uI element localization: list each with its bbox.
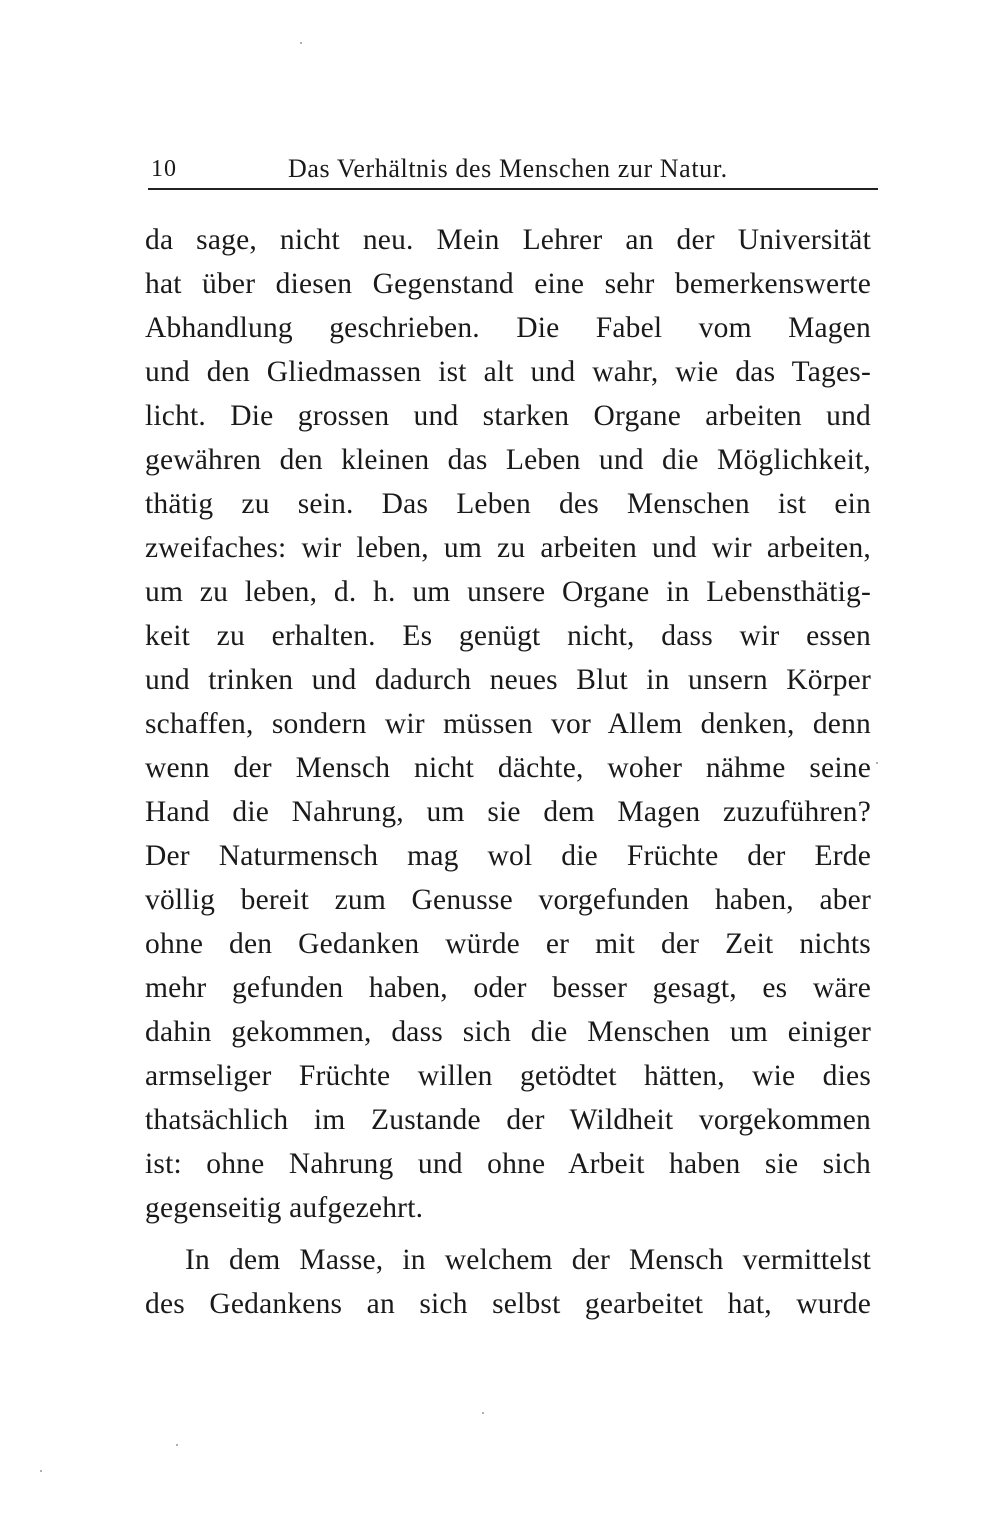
text-line: armseliger Früchte willen getödtet hätten, wie dies: [145, 1060, 871, 1092]
running-title: Das Verhältnis des Menschen zur Natur.: [288, 154, 728, 183]
text-line: ist: ohne Nahrung und ohne Arbeit haben sie sich: [145, 1148, 871, 1180]
text-line: thatsächlich im Zustande der Wildheit vorgekommen: [145, 1104, 871, 1136]
paper-speck: [176, 1444, 178, 1446]
text-line: In dem Masse, in welchem der Mensch vermittelst: [185, 1244, 871, 1276]
text-line: und den Gliedmassen ist alt und wahr, wie das Tages-: [145, 356, 871, 388]
paragraph: [145, 1238, 871, 1326]
running-head: [148, 150, 878, 190]
text-line: Hand die Nahrung, um sie dem Magen zuzuführen?: [145, 796, 871, 828]
body-text: [145, 218, 871, 1326]
text-line: gewähren den kleinen das Leben und die Möglichkeit,: [145, 444, 871, 476]
text-line: wenn der Mensch nicht dächte, woher nähme seine: [145, 752, 871, 784]
paper-speck: [40, 1470, 42, 1472]
text-line: da sage, nicht neu. Mein Lehrer an der Universität: [145, 224, 871, 256]
text-line: ohne den Gedanken würde er mit der Zeit nichts: [145, 928, 871, 960]
text-line: mehr gefunden haben, oder besser gesagt, es wäre: [145, 972, 871, 1004]
text-line: um zu leben, d. h. um unsere Organe in Lebensthätig-: [145, 576, 871, 608]
text-line: schaffen, sondern wir müssen vor Allem denken, denn: [145, 708, 871, 740]
text-line: zweifaches: wir leben, um zu arbeiten und wir arbeiten,: [145, 532, 871, 564]
text-line: und trinken und dadurch neues Blut in unsern Körper: [145, 664, 871, 696]
text-line: thätig zu sein. Das Leben des Menschen ist ein: [145, 488, 871, 520]
paper-speck: [876, 762, 878, 764]
text-line: hat über diesen Gegenstand eine sehr bemerkenswerte: [145, 268, 871, 300]
text-line: Abhandlung geschrieben. Die Fabel vom Magen: [145, 312, 871, 344]
paragraph-gap: [145, 1230, 871, 1238]
text-line: Der Naturmensch mag wol die Früchte der Erde: [145, 840, 871, 872]
paper-speck: [300, 42, 302, 44]
text-line: gegenseitig aufgezehrt.: [145, 1192, 424, 1224]
text-line: keit zu erhalten. Es genügt nicht, dass wir essen: [145, 620, 871, 652]
text-line: licht. Die grossen und starken Organe arbeiten und: [145, 400, 871, 432]
header-rule: [148, 188, 878, 190]
text-line: dahin gekommen, dass sich die Menschen um einiger: [145, 1016, 871, 1048]
page-number: 10: [151, 156, 177, 182]
paper-speck: [482, 1412, 484, 1414]
text-line: des Gedankens an sich selbst gearbeitet hat, wurde: [145, 1288, 871, 1320]
paragraph: [145, 218, 871, 1230]
text-line: völlig bereit zum Genusse vorgefunden haben, aber: [145, 884, 871, 916]
